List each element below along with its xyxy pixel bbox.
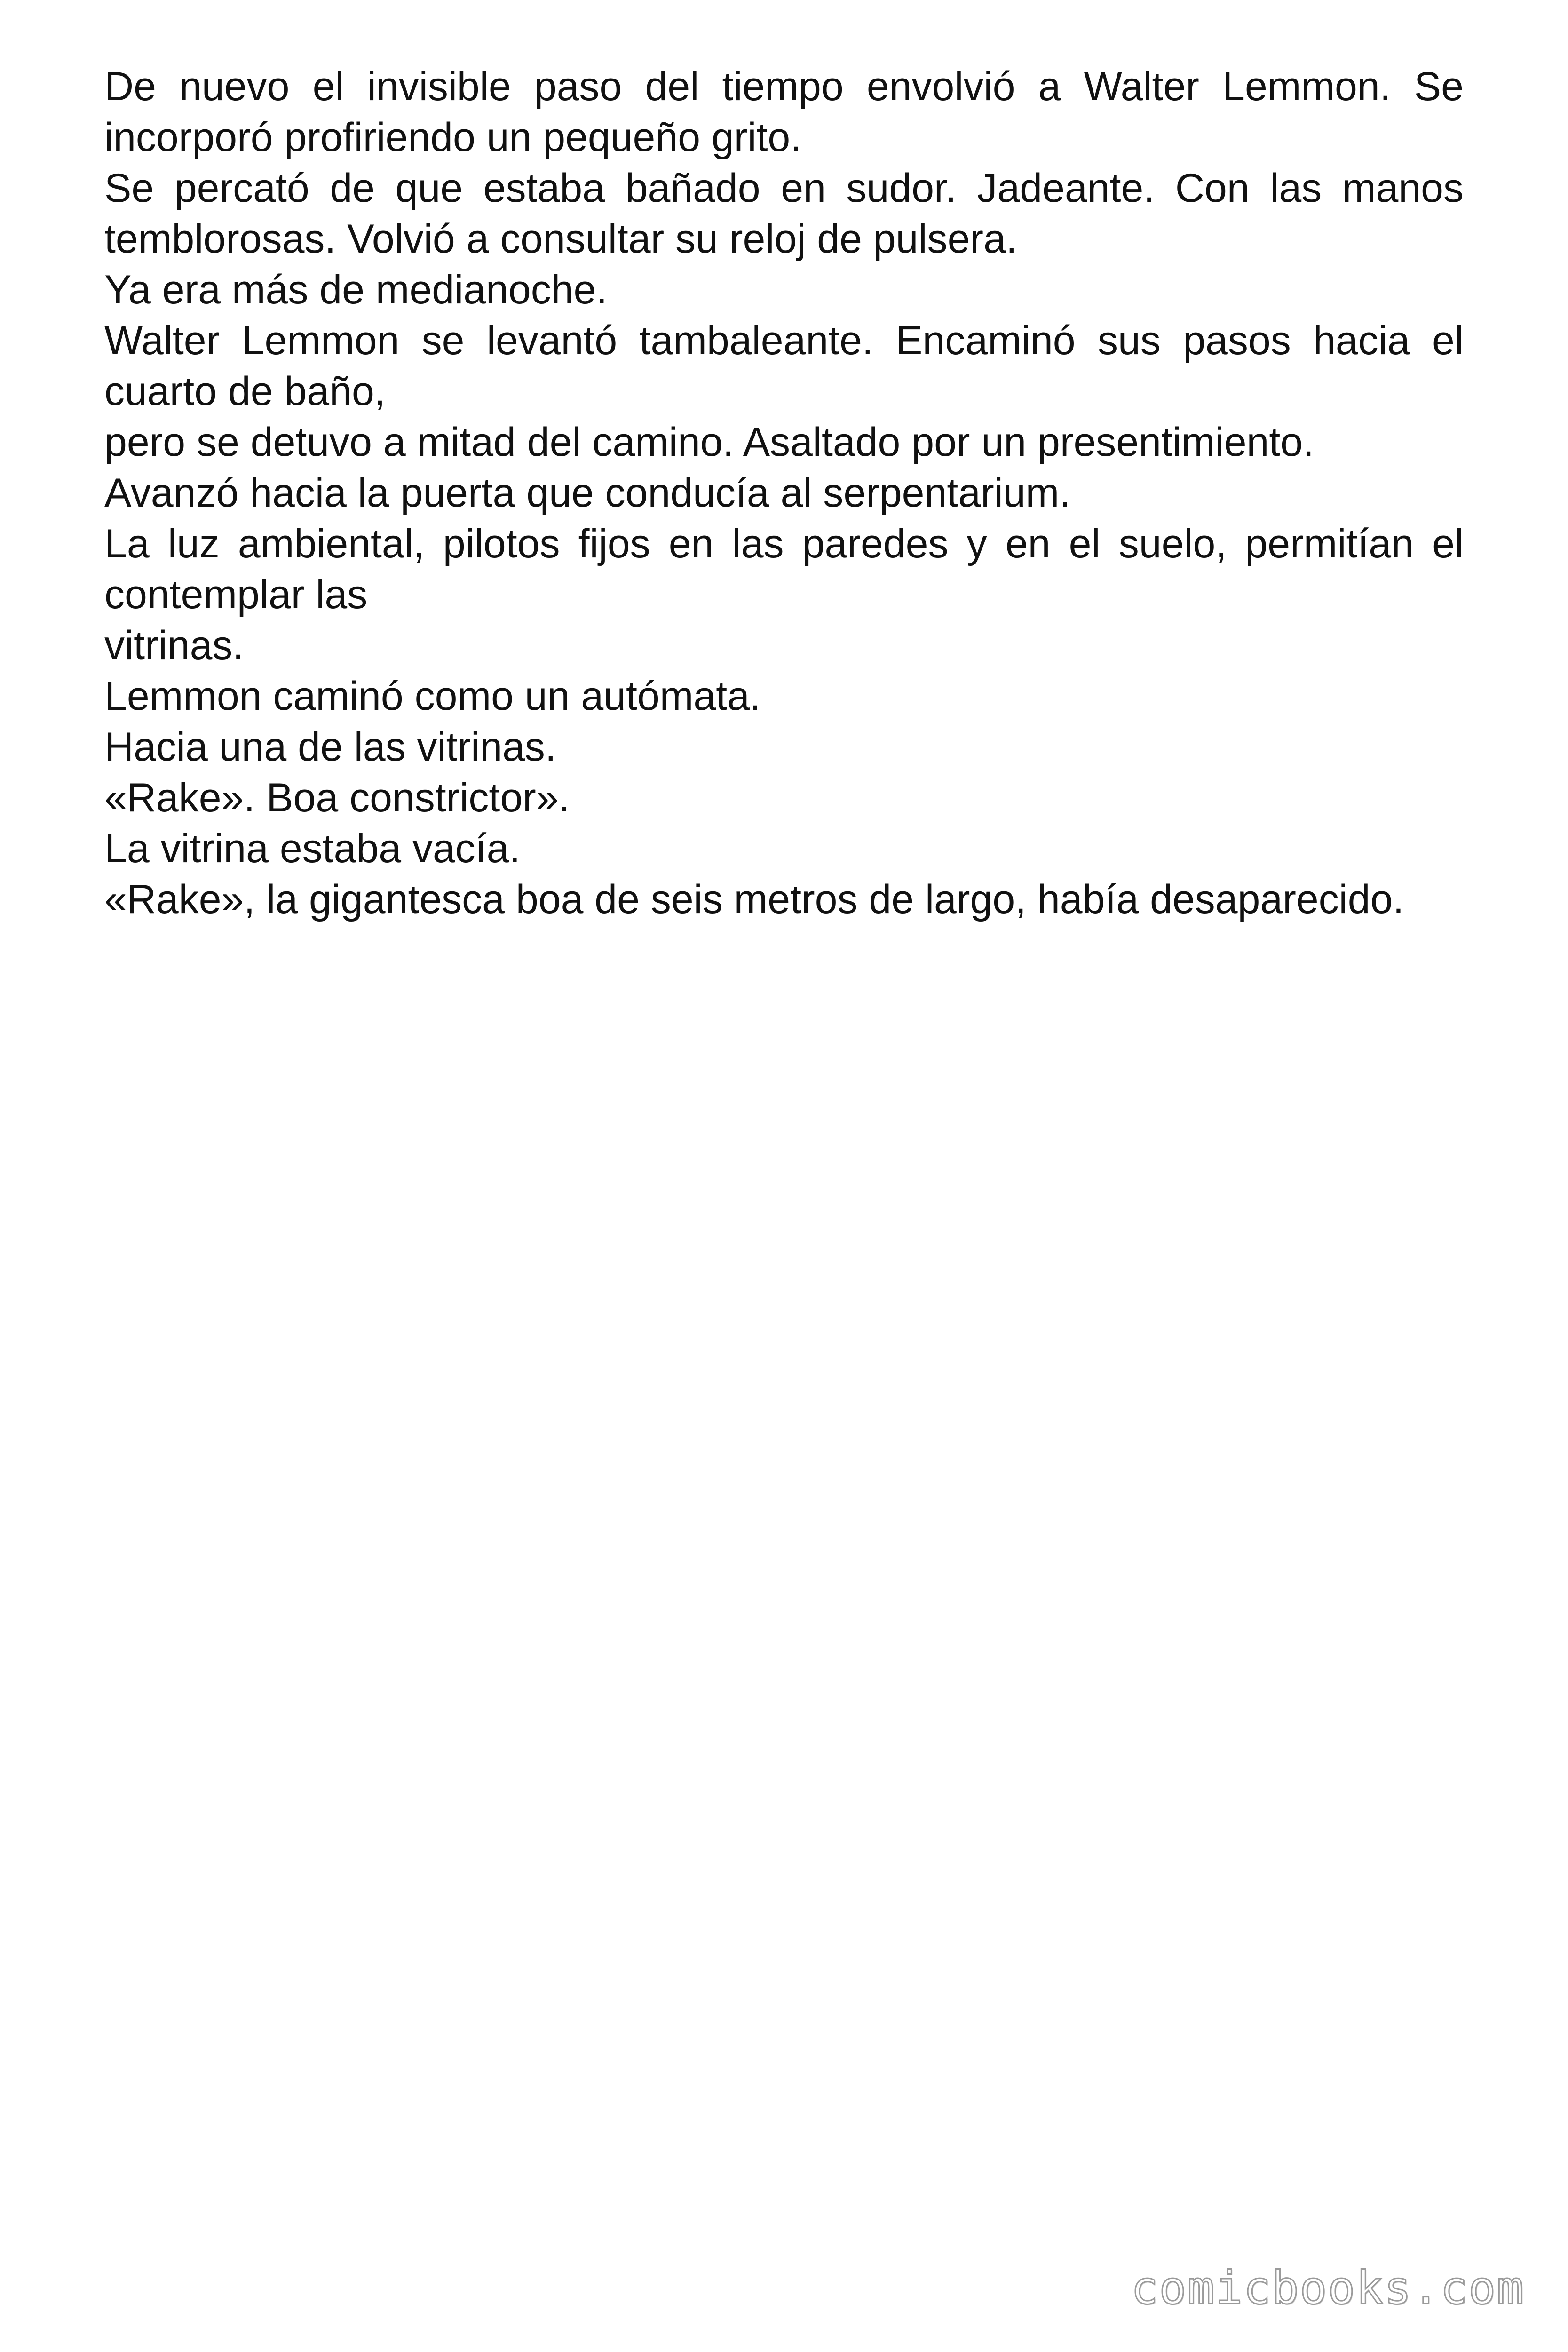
paragraph: La vitrina estaba vacía. xyxy=(104,826,521,871)
paragraph: Avanzó hacia la puerta que conducía al serpentarium. xyxy=(104,470,1071,516)
paragraph: La luz ambiental, pilotos fijos en las paredes y en el suelo, permitían el contemplar las xyxy=(104,521,1464,617)
paragraph: Lemmon caminó como un autómata. xyxy=(104,674,761,719)
page-body xyxy=(104,61,1464,925)
paragraph: Walter Lemmon se levantó tambaleante. Encaminó sus pasos hacia el cuarto de baño, xyxy=(104,318,1464,414)
paragraph: «Rake», la gigantesca boa de seis metros de largo, había desaparecido. xyxy=(104,877,1404,922)
paragraph: Ya era más de medianoche. xyxy=(104,267,608,312)
paragraph: vitrinas. xyxy=(104,623,244,668)
paragraph: pero se detuvo a mitad del camino. Asaltado por un presentimiento. xyxy=(104,420,1314,465)
paragraph: Se percató de que estaba bañado en sudor. Jadeante. Con las manos temblorosas. Volvió a consultar su reloj de pulsera. xyxy=(104,166,1464,262)
watermark-text: comicbooks.com xyxy=(1131,2262,1525,2314)
paragraph: Hacia una de las vitrinas. xyxy=(104,724,556,770)
paragraph: De nuevo el invisible paso del tiempo envolvió a Walter Lemmon. Se incorporó profiriendo un pequeño grito. xyxy=(104,64,1464,160)
paragraph: «Rake». Boa constrictor». xyxy=(104,775,570,820)
